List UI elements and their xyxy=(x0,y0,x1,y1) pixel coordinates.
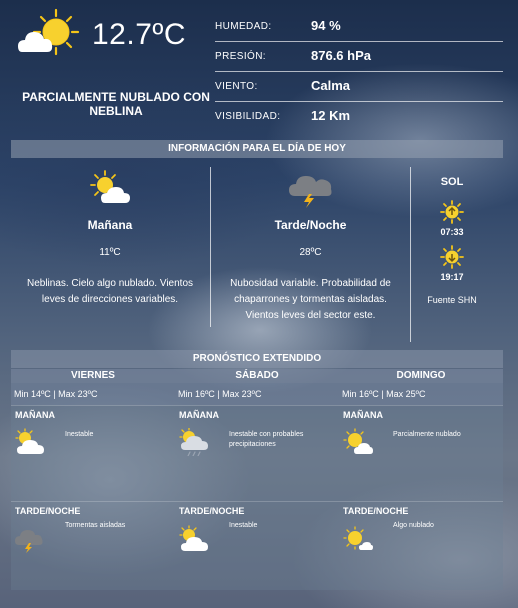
forecast-day-range: Min 14ºC | Max 23ºC xyxy=(11,383,175,405)
slot-label: TARDE/NOCHE xyxy=(15,506,81,516)
forecast-day xyxy=(339,369,503,595)
stat-row-wind xyxy=(215,72,503,102)
storm-cloud-icon xyxy=(13,525,47,553)
slot-description: Inestable con probables precipitaciones xyxy=(229,431,304,448)
forecast-day-name: VIERNES xyxy=(11,369,175,383)
slot-label: MAÑANA xyxy=(179,410,219,420)
extended-section-header: PRONÓSTICO EXTENDIDO xyxy=(11,350,503,368)
forecast-morning xyxy=(175,405,339,501)
slot-description: Inestable xyxy=(65,431,94,438)
slot-description: Inestable xyxy=(229,522,258,529)
sun-source: Fuente SHN xyxy=(427,295,477,305)
current-description: PARCIALMENTE NUBLADO CON NEBLINA xyxy=(22,90,210,118)
forecast-night xyxy=(339,501,503,590)
sunset-time: 19:17 xyxy=(440,272,464,282)
stat-label: PRESIÓN: xyxy=(215,51,266,62)
forecast-day-name: SÁBADO xyxy=(175,369,339,383)
forecast-day xyxy=(175,369,339,595)
slot-label: MAÑANA xyxy=(343,410,383,420)
slot-description: Parcialmente nublado xyxy=(393,431,461,438)
today-afternoon-description: Nubosidad variable. Probabilidad de chaparrones y tormentas aisladas. Vientos leves del sector este. xyxy=(230,278,391,321)
sun-cloud-icon xyxy=(341,428,375,456)
forecast-day-range: Min 16ºC | Max 23ºC xyxy=(175,383,339,405)
forecast-night xyxy=(175,501,339,590)
stat-value: 876.6 hPa xyxy=(311,48,371,63)
today-afternoon-temp: 28ºC xyxy=(299,247,322,258)
stat-label: VIENTO: xyxy=(215,81,258,92)
today-morning-temp: 11ºC xyxy=(99,247,121,258)
sun-cloud-icon xyxy=(87,170,133,208)
forecast-day xyxy=(11,369,175,595)
forecast-day-name: DOMINGO xyxy=(339,369,503,383)
today-morning-description: Neblinas. Cielo algo nublado. Vientos leves de direcciones variables. xyxy=(26,278,194,305)
stat-value: 12 Km xyxy=(311,108,351,123)
stat-row-pressure xyxy=(215,42,503,72)
sun-title: SOL xyxy=(440,176,464,188)
slot-label: TARDE/NOCHE xyxy=(343,506,409,516)
sun-cloud-icon xyxy=(177,525,211,553)
stat-value: 94 % xyxy=(311,18,341,33)
sunrise-icon xyxy=(440,200,464,224)
today-afternoon-title: Tarde/Noche xyxy=(274,218,347,232)
sun-small-cloud-icon xyxy=(341,525,375,553)
stat-row-visibility xyxy=(215,102,503,131)
stat-label: VISIBILIDAD: xyxy=(215,111,281,122)
forecast-day-range: Min 16ºC | Max 25ºC xyxy=(339,383,503,405)
today-sun xyxy=(411,176,493,305)
forecast-morning xyxy=(339,405,503,501)
today-morning xyxy=(11,168,209,308)
slot-label: MAÑANA xyxy=(15,410,55,420)
slot-label: TARDE/NOCHE xyxy=(179,506,245,516)
sunrise-time: 07:33 xyxy=(440,227,464,237)
sun-cloud-icon xyxy=(13,428,47,456)
sun-cloud-rain-icon xyxy=(177,428,211,456)
stat-row-humidity xyxy=(215,12,503,42)
stat-label: HUMEDAD: xyxy=(215,21,272,32)
sunset-icon xyxy=(440,245,464,269)
today-section-header: INFORMACIÓN PARA EL DÍA DE HOY xyxy=(11,140,503,158)
forecast-morning xyxy=(11,405,175,501)
today-afternoon xyxy=(211,168,410,324)
today-morning-title: Mañana xyxy=(87,218,133,232)
sun-cloud-icon xyxy=(16,8,86,60)
slot-description: Algo nublado xyxy=(393,522,434,529)
current-temperature: 12.7ºC xyxy=(92,18,187,51)
current-stats-table xyxy=(215,12,503,131)
stat-value: Calma xyxy=(311,78,351,93)
forecast-night xyxy=(11,501,175,590)
slot-description: Tormentas aisladas xyxy=(65,522,126,529)
storm-cloud-icon xyxy=(287,170,335,208)
